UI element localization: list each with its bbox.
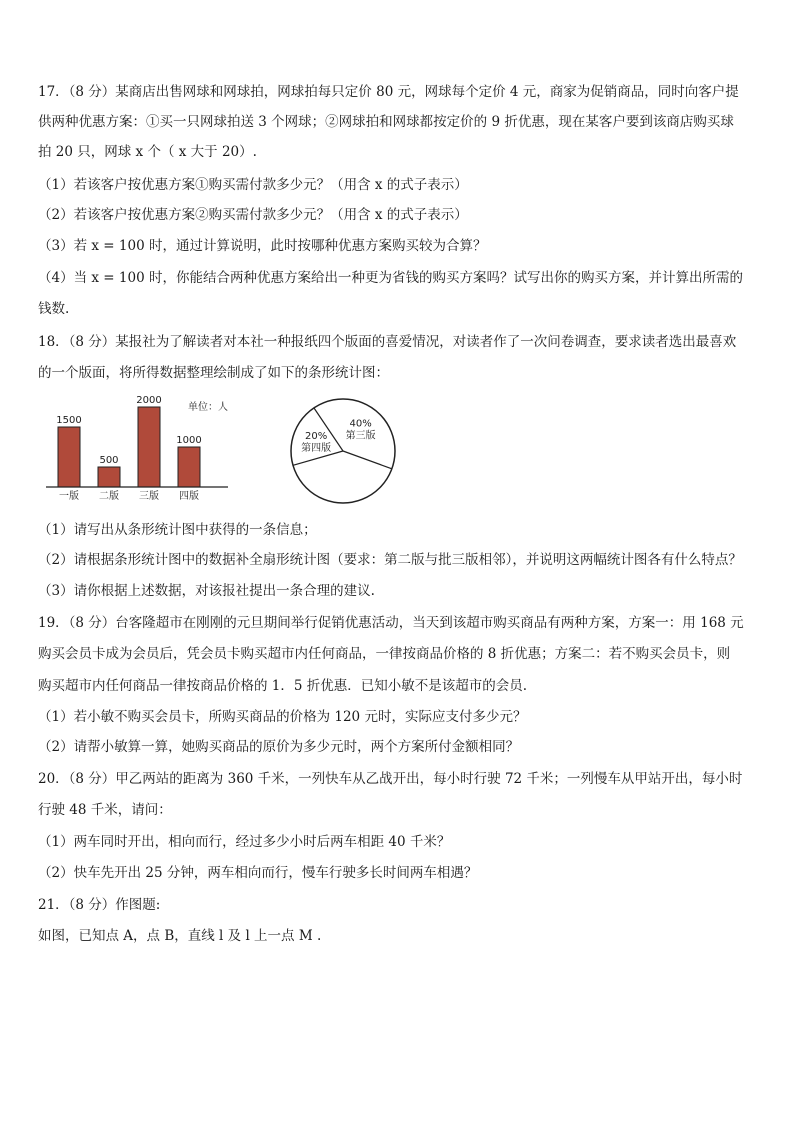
- q17-line-3: 拍 20 只，网球 x 个（ x 大于 20）.: [38, 144, 257, 160]
- bar-value-label-2: 500: [99, 455, 119, 466]
- q17-sub-4b: 钱数.: [38, 301, 70, 317]
- pie-chart: [283, 395, 423, 513]
- q18-sub-2: （2）请根据条形统计图中的数据补全扇形统计图（要求：第二版与批三版相邻），并说明这两幅统计图各有什么特点？: [38, 552, 742, 568]
- bar-3: [138, 407, 160, 487]
- bar-category-label-4: 四版: [179, 491, 199, 502]
- q20-sub-1: （1）两车同时开出，相向而行，经过多少小时后两车相距 40 千米？: [38, 834, 451, 850]
- q18-line-1: 18．（8 分）某报社为了解读者对本社一种报纸四个版面的喜爱情况，对读者作了一次问卷调查，要求读者选出最喜欢: [38, 334, 737, 350]
- q20-line-2: 行驶 48 千米，请问：: [38, 802, 172, 818]
- bar-category-label-1: 一版: [59, 491, 79, 502]
- bar-category-label-3: 三版: [139, 491, 159, 502]
- q21-line-1: 21．（8 分）作图题:: [38, 897, 161, 913]
- q18-sub-3: （3）请你根据上述数据，对该报社提出一条合理的建议.: [38, 583, 375, 599]
- q19-sub-2: （2）请帮小敏算一算，她购买商品的原价为多少元时，两个方案所付金额相同？: [38, 739, 520, 755]
- pie-slice-label-1: 第四版: [301, 443, 332, 455]
- pie-slice-label-2: 第三版: [345, 430, 376, 442]
- bar-value-label-1: 1500: [56, 415, 82, 426]
- q17-sub-1: （1）若该客户按优惠方案①购买需付款多少元？（用含 x 的式子表示）: [38, 177, 468, 193]
- q19-line-2: 购买会员卡成为会员后，凭会员卡购买超市内任何商品，一律按商品价格的 8 折优惠；方案二：若不购买会员卡，则: [38, 646, 731, 662]
- bar-chart: [38, 395, 238, 513]
- q17-sub-3: （3）若 x = 100 时，通过计算说明，此时按哪种优惠方案购买较为合算？: [38, 238, 487, 254]
- bar-unit-label: 单位：人: [188, 402, 228, 413]
- q18-line-2: 的一个版面，将所得数据整理绘制成了如下的条形统计图：: [38, 365, 389, 381]
- bar-1: [58, 427, 80, 487]
- bar-value-label-4: 1000: [176, 435, 202, 446]
- bar-value-label-3: 2000: [136, 395, 162, 406]
- q19-sub-1: （1）若小敏不购买会员卡，所购买商品的价格为 120 元时，实际应支付多少元？: [38, 709, 527, 725]
- q17-sub-2: （2）若该客户按优惠方案②购买需付款多少元？（用含 x 的式子表示）: [38, 207, 468, 223]
- bar-category-label-2: 二版: [99, 491, 119, 502]
- q17-line-2: 供两种优惠方案：①买一只网球拍送 3 个网球；②网球拍和网球都按定价的 9 折优惠，现在某客户要到该商店购买球: [38, 114, 734, 130]
- q20-sub-2: （2）快车先开出 25 分钟，两车相向而行，慢车行驶多长时间两车相遇？: [38, 865, 478, 881]
- q17-line-1: 17．（8 分）某商店出售网球和网球拍，网球拍每只定价 80 元，网球每个定价 4 元，商家为促销商品，同时向客户提: [38, 84, 739, 100]
- q18-figure: [38, 395, 458, 513]
- q20-line-1: 20．（8 分）甲乙两站的距离为 360 千米，一列快车从乙战开出，每小时行驶 72 千米；一列慢车从甲站开出，每小时: [38, 771, 743, 787]
- q18-sub-1: （1）请写出从条形统计图中获得的一条信息；: [38, 522, 317, 538]
- bar-4: [178, 447, 200, 487]
- pie-percent-label-2: 40%: [349, 418, 372, 430]
- bar-2: [98, 467, 120, 487]
- q19-line-1: 19．（8 分）台客隆超市在刚刚的元旦期间举行促销优惠活动，当天到该超市购买商品有两种方案，方案一：用 168 元: [38, 615, 744, 631]
- q21-line-2: 如图，已知点 A，点 B，直线 l 及 l 上一点 M .: [38, 928, 322, 944]
- q17-sub-4a: （4）当 x = 100 时，你能结合两种优惠方案给出一种更为省钱的购买方案吗？试写出你的购买方案，并计算出所需的: [38, 270, 743, 286]
- q19-line-3: 购买超市内任何商品一律按商品价格的 1．5 折优惠．已知小敏不是该超市的会员.: [38, 678, 528, 694]
- pie-percent-label-1: 20%: [305, 431, 328, 443]
